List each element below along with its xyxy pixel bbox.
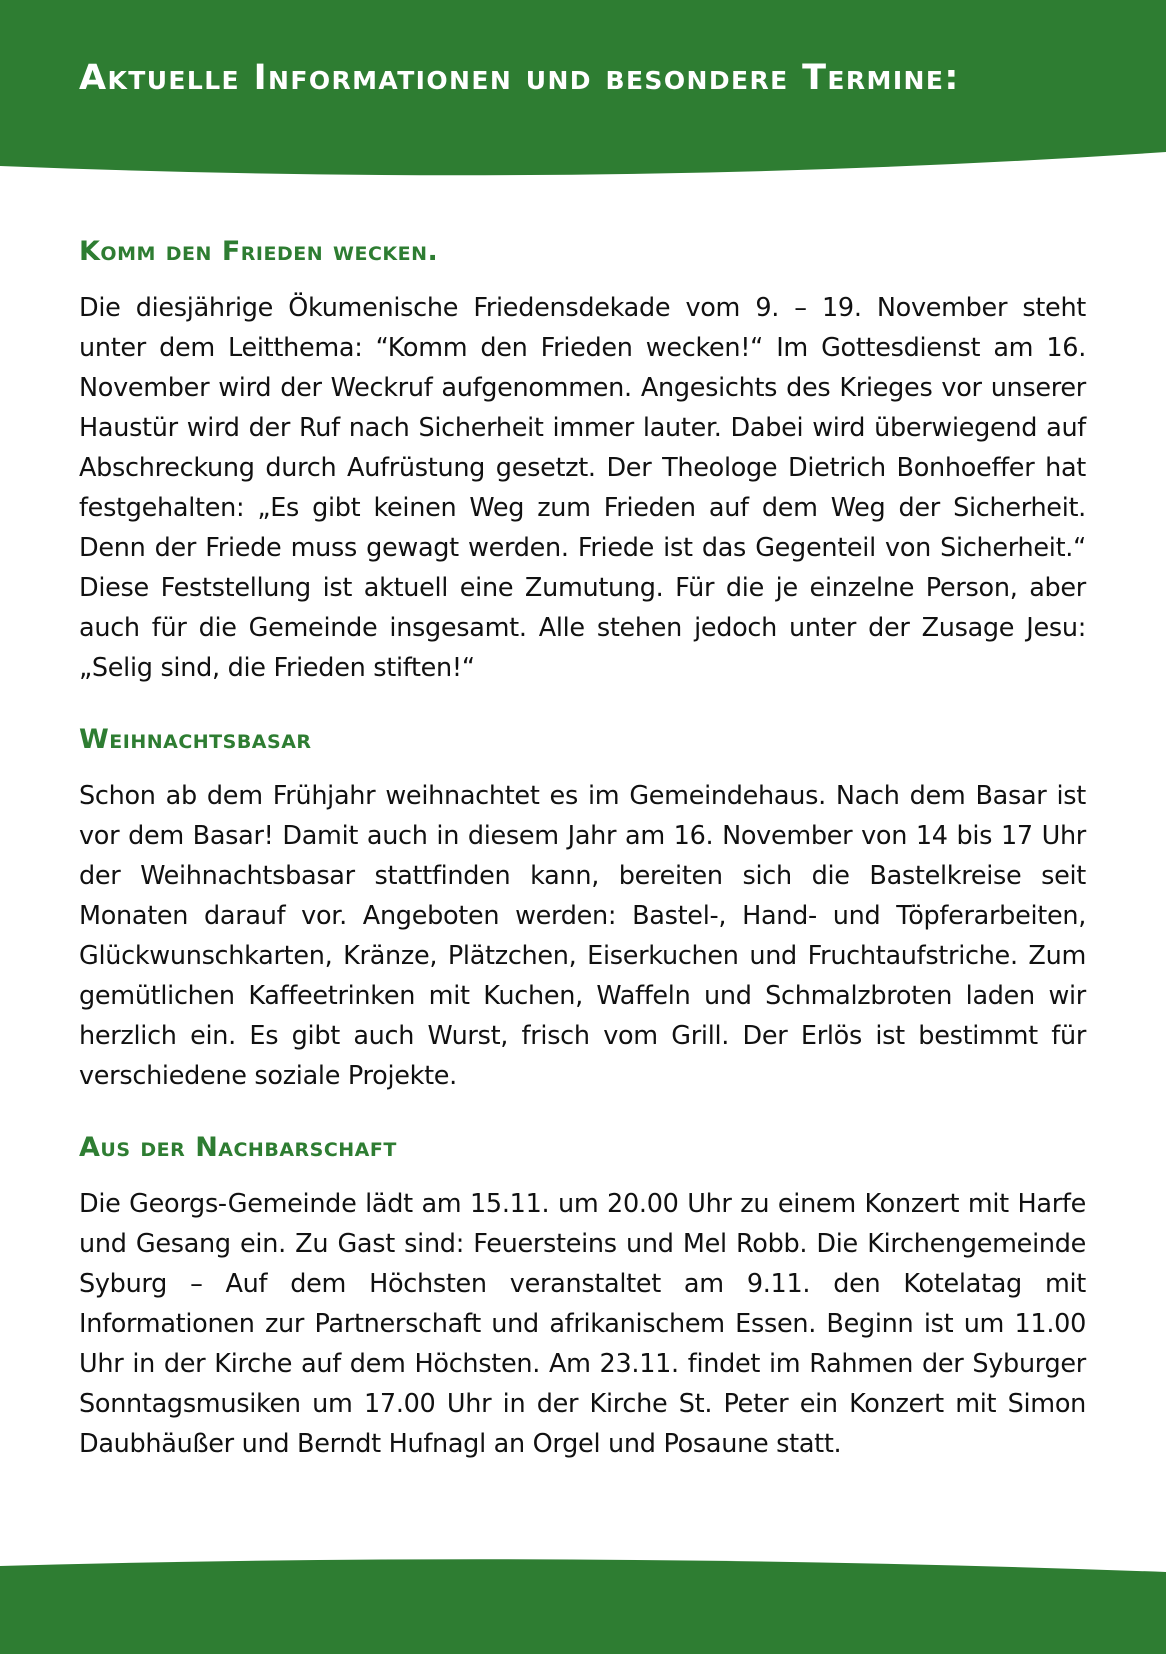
section-heading: Weihnachtsbasar: [79, 724, 312, 755]
section-body: Die Georgs-Gemeinde lädt am 15.11. um 20.00 Uhr zu einem Konzert mit Harfe und Gesang ein. Zu Gast sind: Feuersteins und Mel Robb. Die Kirchengemeinde Syburg – Auf dem Höchsten veranstaltet am 9.11. den Kotelatag mit Informationen zur Partnerschaft und afrikanischem Essen. Beginn ist um 11.00 Uhr in der Kirche auf dem Höchsten. Am 23.11. findet im Rahmen der Syburger Sonntagsmusiken um 17.00 Uhr in der Kirche St. Peter ein Konzert mit Simon Daubhäußer und Berndt Hufnagl an Orgel und Posaune statt.: [79, 1189, 1086, 1459]
page-title: Aktuelle Informationen und besondere Termine:: [79, 58, 960, 98]
section-body: Die diesjährige Ökumenische Friedensdekade vom 9. – 19. November steht unter dem Leitthema: “Komm den Frieden wecken!“ Im Gottesdienst am 16. November wird der Weckruf aufgenommen. Angesichts des Krieges vor unserer Haustür wird der Ruf nach Sicherheit immer lauter. Dabei wird überwiegend auf Abschreckung durch Aufrüstung gesetzt. Der Theologe Dietrich Bonhoeffer hat festgehalten: „Es gibt keinen Weg zum Frieden auf dem Weg der Sicherheit. Denn der Friede muss gewagt werden. Friede ist das Gegenteil von Sicherheit.“ Diese Feststellung ist aktuell eine Zumutung. Für die je einzelne Person, aber auch für die Gemeinde insgesamt. Alle stehen jedoch unter der Zusage Jesu: „Selig sind, die Frieden stiften!“: [79, 293, 1086, 683]
section-body: Schon ab dem Frühjahr weihnachtet es im Gemeindehaus. Nach dem Basar ist vor dem Basar! Damit auch in diesem Jahr am 16. November von 14 bis 17 Uhr der Weihnachtsbasar stattfinden kann, bereiten sich die Bastelkreise seit Monaten darauf vor. Angeboten werden: Bastel-, Hand- und Töpferarbeiten, Glückwunschkarten, Kränze, Plätzchen, Eiserkuchen und Fruchtaufstriche. Zum gemütlichen Kaffeetrinken mit Kuchen, Waffeln und Schmalzbroten laden wir herzlich ein. Es gibt auch Wurst, frisch vom Grill. Der Erlös ist bestimmt für verschiedene soziale Projekte.: [79, 781, 1086, 1091]
footer-band: [0, 1554, 1166, 1654]
section-weihnachtsbasar: [79, 716, 1086, 1096]
section-heading: Komm den Frieden wecken.: [79, 236, 439, 267]
article-content: [79, 228, 1086, 1492]
section-nachbarschaft: [79, 1124, 1086, 1464]
footer-band-shape: [0, 1559, 1166, 1654]
section-heading: Aus der Nachbarschaft: [79, 1132, 397, 1163]
section-friedensdekade: [79, 228, 1086, 688]
